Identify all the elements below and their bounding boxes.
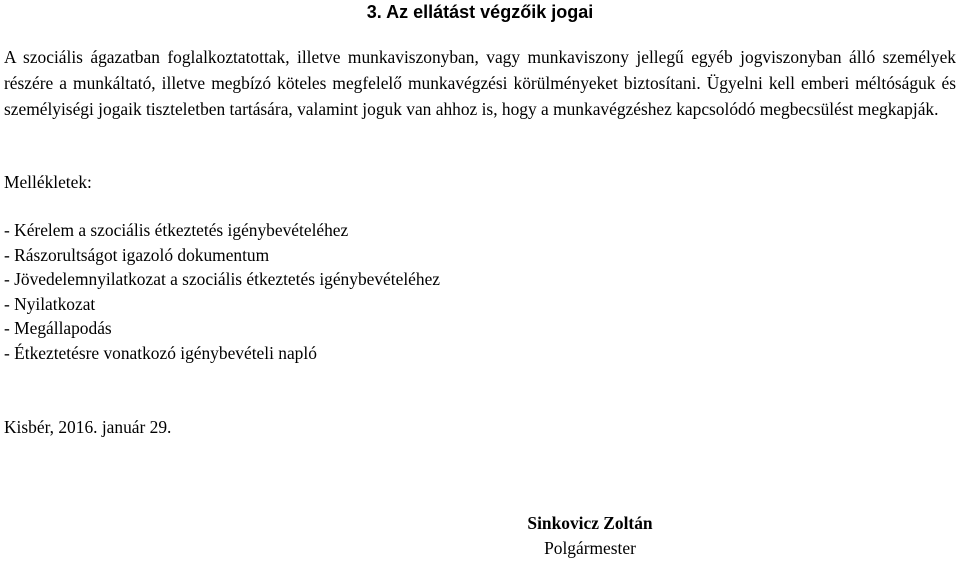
signer-title: Polgármester (544, 538, 636, 558)
attachments-label: Mellékletek: (4, 172, 92, 192)
attachments-list (4, 218, 440, 366)
section-heading: 3. Az ellátást végzőik jogai (366, 2, 594, 22)
list-item: - Megállapodás (4, 318, 112, 339)
list-item: - Jövedelemnyilatkozat a szociális étkeztetés igénybevételéhez (4, 269, 441, 290)
place-date: Kisbér, 2016. január 29. (4, 417, 172, 437)
signer-name: Sinkovicz Zoltán (527, 513, 653, 533)
signature-block (470, 511, 710, 561)
list-item: - Kérelem a szociális étkeztetés igénybevételéhez (4, 220, 349, 240)
list-item: - Rászorultságot igazoló dokumentum (4, 244, 270, 265)
list-item: - Étkeztetésre vonatkozó igénybevételi napló (4, 342, 317, 363)
list-item: - Nyilatkozat (4, 293, 96, 314)
body-paragraph: A szociális ágazatban foglalkoztatottak, illetve munkaviszonyban, vagy munkaviszony jellegű egyéb jogviszonyban álló személyek részére a munkáltató, illetve megbízó köteles megfelelő munkavégzési körülményeket biztosítani. Ügyelni kell emberi méltóságuk és személyiségi jogaik tiszteletben tartására, valamint joguk van ahhoz is, hogy a munkavégzéshez kapcsolódó megbecsülést megkapják. (4, 47, 956, 119)
